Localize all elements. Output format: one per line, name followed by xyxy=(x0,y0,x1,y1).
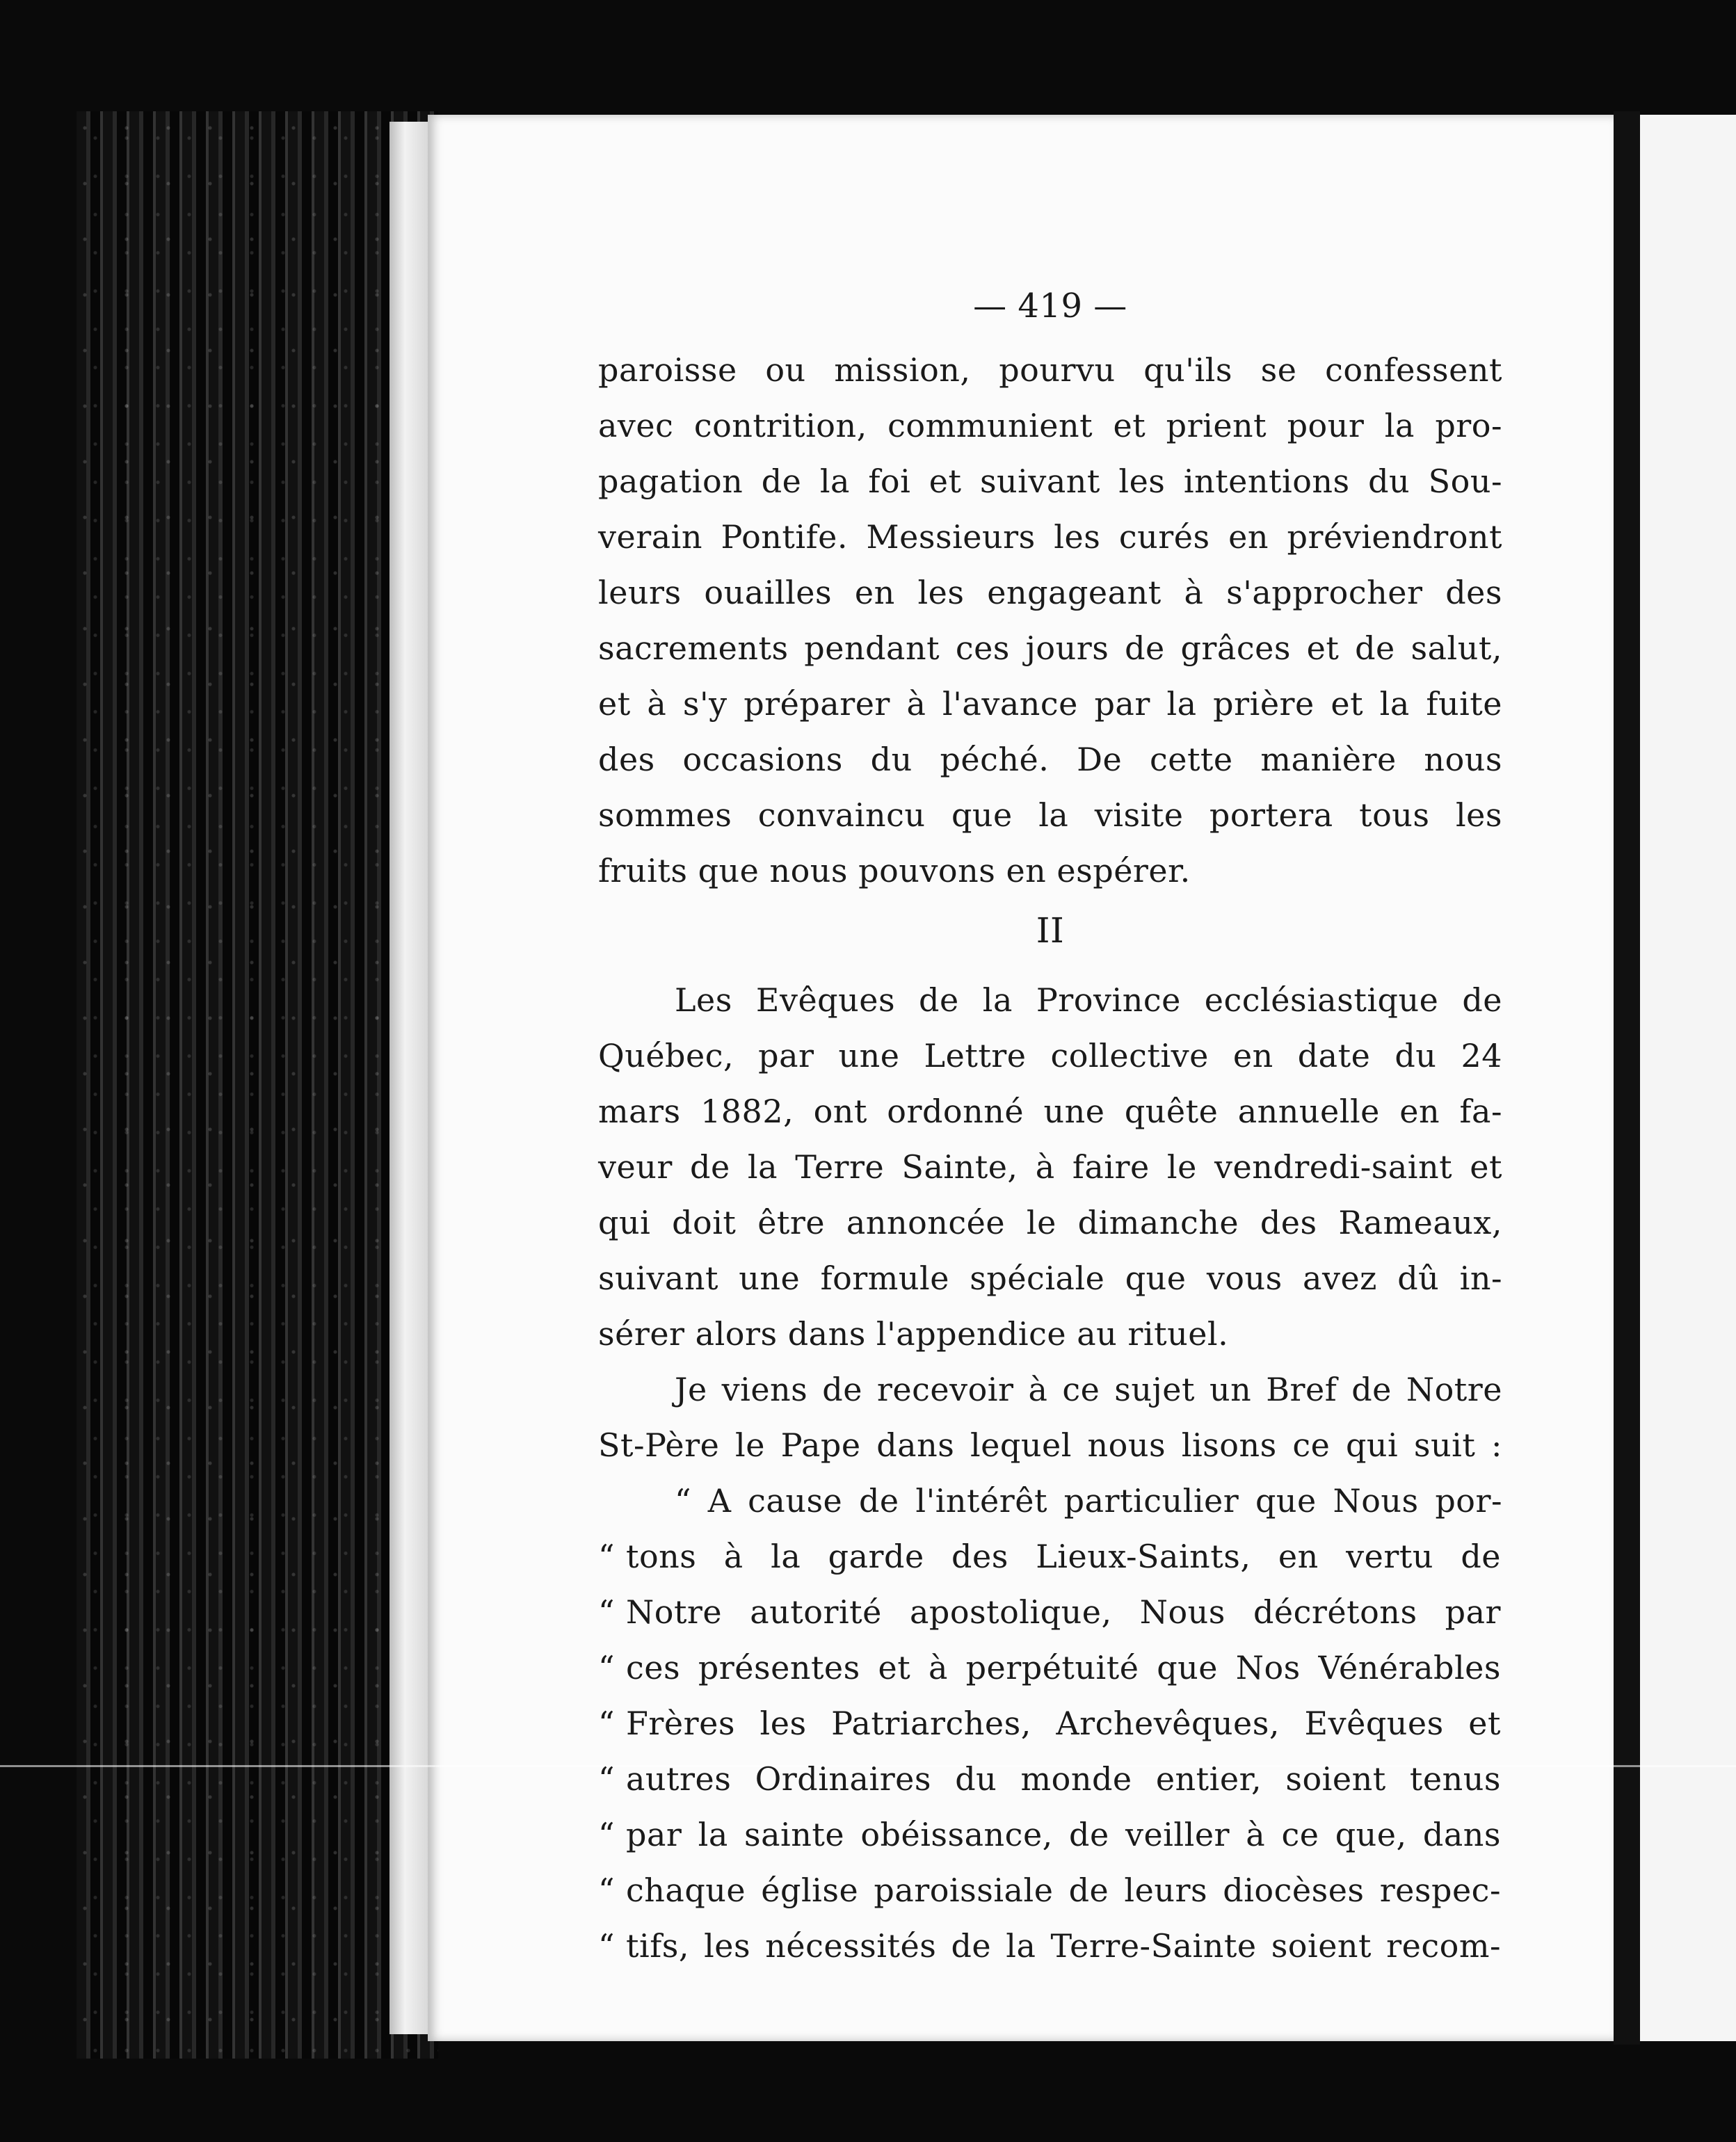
page-gutter xyxy=(389,122,428,2034)
text-line: fruits que nous pouvons en espérer. xyxy=(598,852,1191,889)
quote-text: autres Ordinaires du monde entier, soient tenus xyxy=(626,1760,1501,1798)
quote-mark: “ xyxy=(598,1760,616,1798)
quote-text: ces présentes et à perpétuité que Nos Vénérables xyxy=(626,1649,1501,1686)
quote-line xyxy=(598,1862,1502,1918)
quote-text: Frères les Patriarches, Archevêques, Evêques et xyxy=(626,1705,1501,1742)
quote-line xyxy=(598,1529,1502,1584)
quote-mark: “ xyxy=(598,1871,616,1909)
quote-mark: “ xyxy=(598,1705,616,1742)
text-line: des occasions du péché. De cette manière nous xyxy=(598,741,1502,778)
quotation xyxy=(598,1473,1502,1974)
text-line: suivant une formule spéciale que vous avez dû in- xyxy=(598,1259,1502,1297)
text-line: pagation de la foi et suivant les intentions du Sou- xyxy=(598,462,1502,500)
quote-line xyxy=(598,1918,1502,1974)
text-line: verain Pontife. Messieurs les curés en préviendront xyxy=(598,518,1502,556)
book-binding xyxy=(1614,111,1640,2045)
quote-mark: “ xyxy=(598,1538,616,1575)
text-line: leurs ouailles en les engageant à s'approcher des xyxy=(598,574,1502,611)
text-line: Je viens de recevoir à ce sujet un Bref de Notre xyxy=(675,1371,1502,1408)
paragraph-3 xyxy=(598,1362,1502,1473)
quote-line xyxy=(598,1640,1502,1696)
text-line: et à s'y préparer à l'avance par la prière et la fuite xyxy=(598,685,1502,723)
text-line: Québec, par une Lettre collective en date du 24 xyxy=(598,1037,1502,1074)
quote-text: tifs, les nécessités de la Terre-Sainte soient recom- xyxy=(626,1927,1501,1965)
text-line: sacrements pendant ces jours de grâces et de salut, xyxy=(598,629,1502,667)
quote-mark: “ xyxy=(598,1816,616,1853)
quote-mark: “ xyxy=(598,1927,616,1965)
quote-line: “ A cause de l'intérêt particulier que Nous por- xyxy=(675,1482,1502,1520)
quote-line xyxy=(598,1584,1502,1640)
quote-line xyxy=(598,1696,1502,1751)
quote-line xyxy=(598,1807,1502,1862)
quote-text: Notre autorité apostolique, Nous décrétons par xyxy=(626,1593,1501,1631)
quote-line xyxy=(598,1751,1502,1807)
paragraph-1 xyxy=(598,342,1502,899)
text-line: St-Père le Pape dans lequel nous lisons ce qui suit : xyxy=(598,1426,1502,1464)
quote-mark: “ xyxy=(598,1593,616,1631)
facing-page-edge xyxy=(1640,115,1736,2041)
page-number: — 419 — xyxy=(973,287,1127,325)
text-line: veur de la Terre Sainte, à faire le vendredi-saint et xyxy=(598,1148,1502,1186)
text-line: avec contrition, communient et prient pour la pro- xyxy=(598,407,1502,444)
text-line: Les Evêques de la Province ecclésiastique de xyxy=(675,981,1502,1019)
quote-text: chaque église paroissiale de leurs diocèses respec- xyxy=(626,1871,1501,1909)
text-line: qui doit être annoncée le dimanche des Rameaux, xyxy=(598,1204,1502,1241)
text-line: sérer alors dans l'appendice au rituel. xyxy=(598,1315,1229,1353)
text-line: paroisse ou mission, pourvu qu'ils se confessent xyxy=(598,351,1502,389)
page-text xyxy=(598,278,1502,1974)
quote-mark: “ xyxy=(598,1649,616,1686)
quote-text: par la sainte obéissance, de veiller à ce que, dans xyxy=(626,1816,1501,1853)
text-line: mars 1882, ont ordonné une quête annuelle en fa- xyxy=(598,1093,1502,1130)
quote-text: tons à la garde des Lieux-Saints, en vertu de xyxy=(626,1538,1501,1575)
section-heading: II xyxy=(1036,910,1065,951)
text-line: sommes convaincu que la visite portera tous les xyxy=(598,796,1502,834)
paragraph-2 xyxy=(598,972,1502,1362)
